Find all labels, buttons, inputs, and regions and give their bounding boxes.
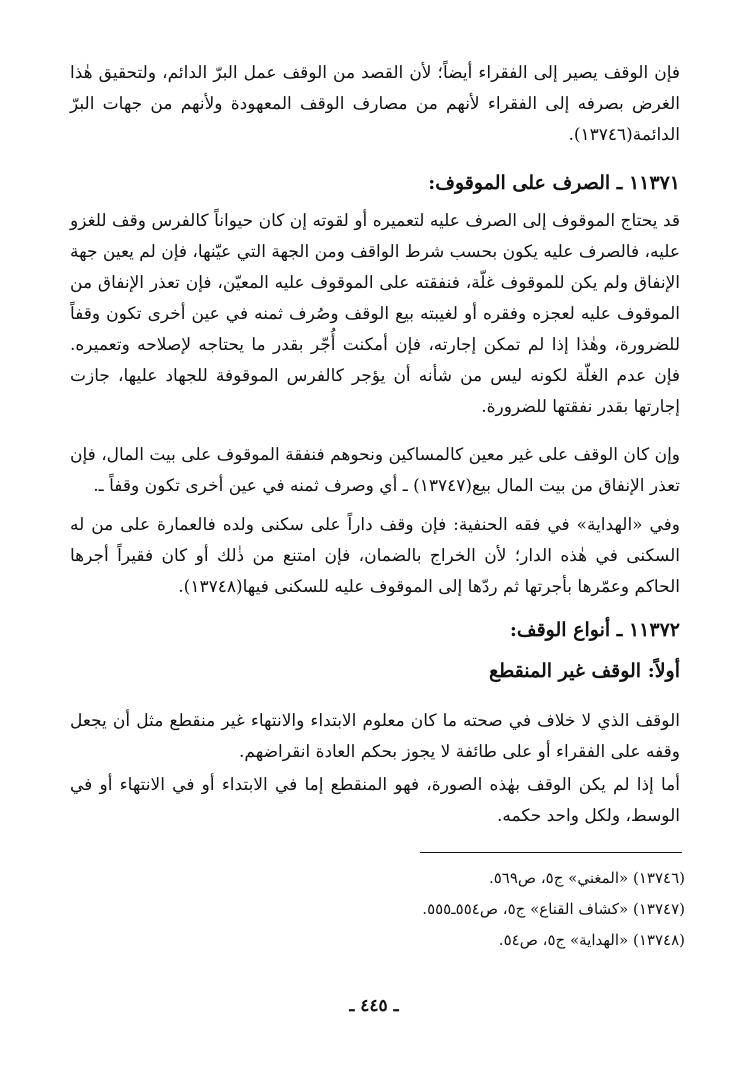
paragraph-intro: فإن الوقف يصير إلى الفقراء أيضاً؛ لأن القصد من الوقف عمل البرّ الدائم، ولتحقيق هٰذا الغرض بصرفه إلى الفقراء لأنهم من مصارف الوقف المعهودة ولأنهم من جهات البرّ الدائمة(١٣٧٤٦). bbox=[70, 63, 680, 145]
paragraph-ghayr-muayyan: وإن كان الوقف على غير معين كالمساكين ونحوهم فنفقة الموقوف على بيت المال، فإن تعذر الإنفاق من بيت المال بيع(١٣٧٤٧) ـ أي وصرف ثمنه في عين أخرى تكون وقفاً ـ. bbox=[70, 445, 680, 496]
section-heading-11372: ١١٣٧٢ ـ أنواع الوقف: bbox=[509, 619, 680, 641]
section-heading-11371: ١١٣٧١ ـ الصرف على الموقوف: bbox=[428, 172, 680, 194]
footnote-13746: (١٣٧٤٦) «المغني» ج٥، ص٥٦٩. bbox=[488, 869, 685, 887]
paragraph-munqati: الوقف الذي لا خلاف في صحته ما كان معلوم الابتداء والانتهاء غير منقطع مثل أن يجعل وقفه على الفقراء أو على طائفة لا يجوز بحكم العادة انقراضهم. bbox=[70, 711, 680, 762]
footnote-13747: (١٣٧٤٧) «كشاف القناع» ج٥، ص٥٥٤ـ٥٥٥. bbox=[422, 900, 685, 918]
paragraph-sarf: قد يحتاج الموقوف إلى الصرف عليه لتعميره أو لقوته إن كان حيواناً كالفرس وقف للغزو عليه، فالصرف عليه يكون بحسب شرط الواقف ومن الجهة التي عيّنها، فإن لم يعين جهة الإنفاق ولم يكن للموقوف غلّة، فنفقته على الموقوف عليه المعيّن، فإن تعذر الإنفاق من الموقوف عليه لعجزه وفقره أو لغيبته بيع الوقف وصُرف ثمنه في عين أخرى تكون وقفاً للضرورة، وهٰذا إذا لم تمكن إجارته، فإن أمكنت أُجّر بقدر ما يحتاجه لإصلاحه وتعميره. فإن عدم الغلّة لكونه ليس من شأنه أن يؤجر كالفرس الموقوفة للجهاد عليها، جازت إجارتها بقدر نفقتها للضرورة. bbox=[70, 211, 680, 417]
subheading-ghayr-munqati: أولاً: الوقف غير المنقطع bbox=[488, 660, 680, 682]
footnote-13748: (١٣٧٤٨) «الهداية» ج٥، ص٥٤. bbox=[498, 931, 685, 949]
paragraph-hidaya: وفي «الهداية» في فقه الحنفية: فإن وقف داراً على سكنى ولده فالعمارة على من له السكنى في هٰذه الدار؛ لأن الخراج بالضمان، فإن امتنع من ذٰلك أو كان فقيراً أجرها الحاكم وعمّرها بأجرتها ثم ردّها إلى الموقوف عليه للسكنى فيها(١٣٧٤٨). bbox=[70, 515, 680, 597]
page-number: ـ ٤٤٥ ـ bbox=[349, 996, 399, 1016]
footnote-divider bbox=[420, 852, 682, 853]
paragraph-amma: أما إذا لم يكن الوقف بهٰذه الصورة، فهو المنقطع إما في الابتداء أو في الانتهاء أو في الوسط، ولكل واحد حكمه. bbox=[70, 775, 680, 826]
